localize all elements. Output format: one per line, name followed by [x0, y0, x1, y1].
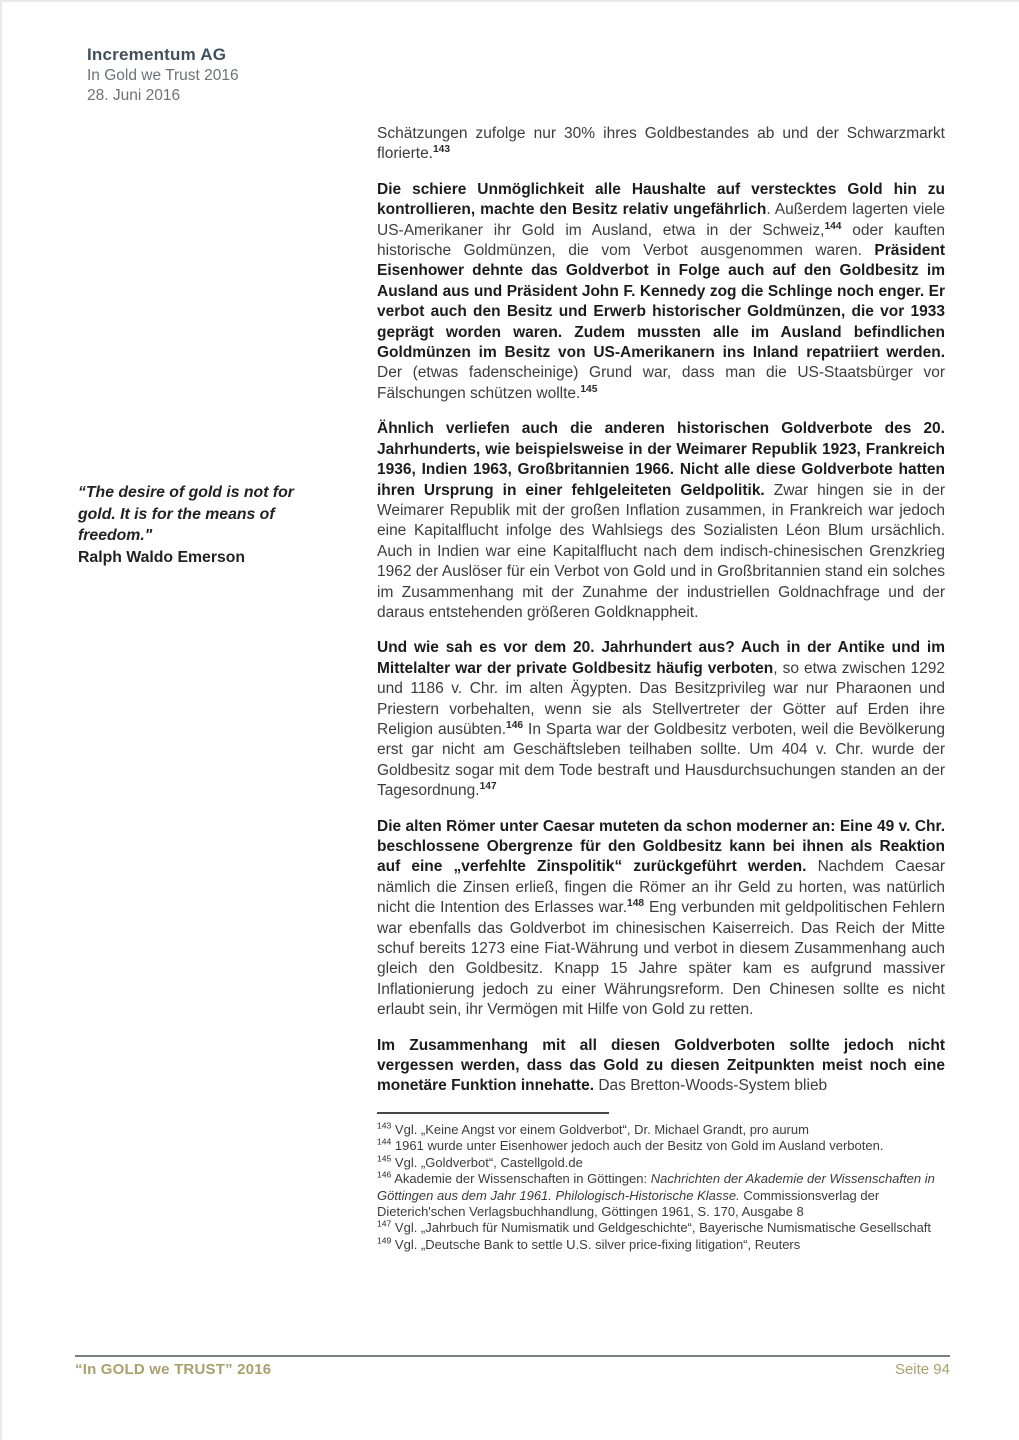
report-date: 28. Juni 2016	[87, 87, 181, 104]
report-title: In Gold we Trust 2016	[87, 66, 239, 84]
footnote-143	[377, 1122, 945, 1138]
text-run: . Außerdem lagerten viele US-Amerikaner ihr Gold im Ausland, etwa in der Schweiz,	[377, 201, 945, 239]
page-header	[87, 45, 239, 107]
footnote-147	[377, 1220, 945, 1236]
footnote-144	[377, 1138, 945, 1154]
text-run: Nachrichten der Akademie der Wissenschaften in Göttingen aus dem Jahr 1961. Philologisch-Historische Klasse.	[377, 1171, 935, 1203]
text-run: Der (etwas fadenscheinige) Grund war, dass man die US-Staatsbürger vor Fälschungen schützen wollte.	[377, 364, 945, 402]
company-name: Incrementum AG	[87, 45, 227, 64]
text-run: Vgl. „Jahrbuch für Numismatik und Geldgeschichte“, Bayerische Numismatische Gesellschaft	[391, 1220, 932, 1236]
text-run: Commissionsverlag der Dieterich'schen Verlagsbuchhandlung, Göttingen 1961, S. 170, Ausgabe 8	[377, 1187, 880, 1219]
quote-text: “The desire of gold is not for gold. It is for the means of freedom."	[78, 484, 294, 544]
paragraph-6	[377, 1036, 945, 1097]
quote-attribution: Ralph Waldo Emerson	[78, 548, 246, 566]
paragraph-1	[377, 124, 945, 165]
text-run: Und wie sah es vor dem 20. Jahrhundert aus? Auch in der Antike und im Mittelalter war der private Goldbesitz häufig verboten	[377, 639, 945, 677]
footnote-ref: 144	[824, 220, 842, 232]
text-run: Vgl. „Deutsche Bank to settle U.S. silver price-fixing litigation“, Reuters	[391, 1236, 801, 1252]
text-run: Präsident Eisenhower dehnte das Goldverbot in Folge auch auf den Goldbesitz im Ausland aus und Präsident John F. Kennedy zog die Schlinge noch enger. Er verbot auch den Besitz und Erwerb historischer Goldmünzen, die vor 1933 geprägt worden waren. Zudem mussten alle im Ausland befindlichen Goldmünzen im Besitz von US-Amerikanern ins Inland repatriiert werden.	[377, 242, 945, 362]
text-run: Die alten Römer unter Caesar muteten da schon moderner an: Eine 49 v. Chr. beschlossene Obergrenze für den Goldbesitz kann bei ihnen als Reaktion auf eine „verfehlte Zinspolitik“ zurückgeführt werden.	[377, 817, 945, 876]
text-run: Die schiere Unmöglichkeit alle Haushalte auf verstecktes Gold hin zu kontrollieren, machte den Besitz relativ ungefährlich	[377, 180, 945, 219]
paragraph-4	[377, 638, 945, 801]
text-run: Ähnlich verliefen auch die anderen historischen Goldverbote des 20. Jahrhunderts, wie beispielsweise in der Weimarer Republik 1923, Frankreich 1936, Indien 1963, Großbritannien 1966. Nicht alle diese Goldverbote hatten ihren Ursprung in einer fehlgeleiteten Geldpolitik.	[377, 420, 945, 499]
footnote-146	[377, 1171, 945, 1220]
footnote-ref: 145	[377, 1153, 392, 1164]
text-run: In Sparta war der Goldbesitz verboten, weil die Bevölkerung erst gar nicht am Geschäftsleben teilhaben sollte. Um 404 v. Chr. wurde der Goldbesitz sogar mit dem Tode bestraft und Hausdurchsuchungen standen an der Tagesordnung.	[377, 720, 945, 800]
footnote-separator	[377, 1112, 609, 1114]
margin-quote	[78, 482, 334, 568]
text-run: Vgl. „Keine Angst vor einem Goldverbot“, Dr. Michael Grandt, pro aurum	[391, 1121, 809, 1137]
text-run: oder kauften historische Goldmünzen, die vom Verbot ausgenommen waren.	[377, 221, 945, 260]
text-run: Nachdem Caesar nämlich die Zinsen erließ, fingen die Römer an ihr Geld zu horten, was natürlich nicht die Intention des Erlasses war.	[377, 858, 945, 917]
page-footer	[75, 1361, 950, 1378]
text-run: Akademie der Wissenschaften in Göttingen:	[391, 1171, 651, 1187]
footnote-ref: 147	[377, 1218, 392, 1229]
footnote-ref: 143	[433, 144, 451, 156]
footer-divider	[75, 1355, 950, 1357]
text-run: Zwar hingen sie in der Weimarer Republik mit der großen Inflation zusammen, in Frankreich war jedoch eine Kapitalflucht infolge des Wahlsiegs des Sozialisten Léon Blum ursächlich. Auch in Indien war eine Kapitalflucht nach dem indisch-chinesischen Grenzkrieg 1962 der Auslöser für ein Verbot von Gold und in Großbritannien stand ein solches im Zusammenhang mit der Zunahme der industriellen Goldnachfrage und der daraus entstehenden größeren Goldknappheit.	[377, 481, 945, 621]
footnote-ref: 143	[377, 1120, 392, 1131]
footnote-ref: 149	[377, 1235, 392, 1246]
paragraph-2	[377, 180, 945, 404]
footnote-149	[377, 1237, 945, 1253]
footnote-ref: 145	[580, 383, 598, 395]
text-run: Das Bretton-Woods-System blieb	[594, 1077, 828, 1095]
paragraph-3	[377, 419, 945, 623]
text-run: 1961 wurde unter Eisenhower jedoch auch der Besitz von Gold im Ausland verboten.	[391, 1138, 884, 1154]
footnote-ref: 147	[479, 781, 497, 793]
page-number: Seite 94	[894, 1361, 950, 1378]
footnote-ref: 148	[627, 898, 645, 910]
text-run: Im Zusammenhang mit all diesen Goldverboten sollte jedoch nicht vergessen werden, dass das Gold zu diesen Zeitpunkten meist noch eine monetäre Funktion innehatte.	[377, 1036, 945, 1095]
text-run: , so etwa zwischen 1292 und 1186 v. Chr. im alten Ägypten. Das Besitzprivileg war nur Pharaonen und Priestern vorbehalten, wenn sie als Stellvertreter der Götter auf Erden ihre Religion ausübten.	[377, 659, 946, 738]
footnote-ref: 144	[377, 1136, 392, 1147]
footnote-ref: 146	[377, 1169, 392, 1180]
text-run: Eng verbunden mit geldpolitischen Fehlern war ebenfalls das Goldverbot im chinesischen Kaiserreich. Das Reich der Mitte schuf bereits 1273 eine Fiat-Währung und verbot in diesem Zusammenhang auch gleich den Goldbesitz. Knapp 15 Jahre später kam es aufgrund massiver Inflationierung jedoch zu einer Währungsreform. Den Chinesen sollte es nicht erlaubt sein, ihr Vermögen mit Hilfe von Gold zu retten.	[377, 899, 945, 1019]
footnotes	[377, 1122, 945, 1253]
text-run: Vgl. „Goldverbot“, Castellgold.de	[391, 1154, 583, 1170]
footer-report-title: “In GOLD we TRUST” 2016	[75, 1361, 272, 1378]
footnote-ref: 146	[506, 719, 524, 731]
footnote-145	[377, 1155, 945, 1171]
text-run: Schätzungen zufolge nur 30% ihres Goldbestandes ab und der Schwarzmarkt florierte.	[377, 125, 945, 163]
paragraph-5	[377, 817, 945, 1021]
body-column	[377, 124, 945, 1253]
